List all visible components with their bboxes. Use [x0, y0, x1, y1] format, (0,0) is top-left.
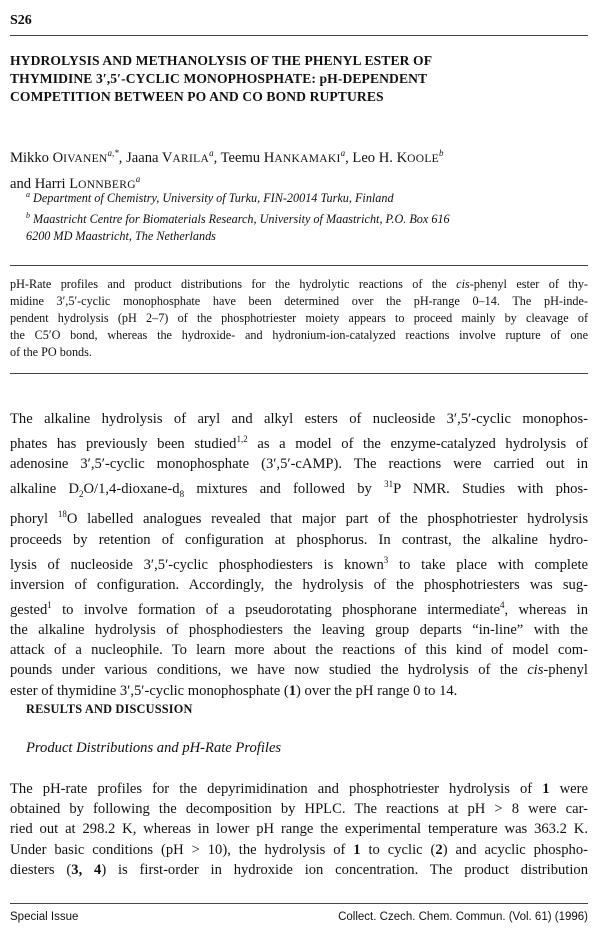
- text: O labelled analogues revealed that major part of the phosphotriester hydrolysis: [66, 511, 588, 528]
- text: were: [549, 781, 588, 797]
- compound-number: 3, 4: [71, 861, 102, 878]
- author-surname: ANKAMAKI: [274, 152, 341, 165]
- body-line: [10, 779, 588, 799]
- affiliation-marker: a,: [107, 148, 115, 158]
- text: as a model of the enzyme-catalyzed hydrolysis of: [247, 436, 588, 453]
- subscript: 8: [179, 489, 185, 500]
- text: to take place with complete: [388, 556, 589, 573]
- body-line: [10, 660, 588, 680]
- author-surname-initial: V: [161, 149, 173, 166]
- abstract-line: midine 3′,5′-cyclic monophosphate have been determined over the pH-range 0–14. The pH-inde-: [10, 294, 588, 308]
- body-line: [10, 550, 588, 575]
- separator: ,: [345, 149, 353, 166]
- article-title: [10, 52, 585, 106]
- abstract: [10, 276, 588, 361]
- body-line: [10, 840, 588, 860]
- abstract-line: [10, 276, 588, 293]
- body-line: adenosine 3′,5′-cyclic monophosphate (3′,5′-cAMP). The reactions were carried out in: [10, 456, 588, 473]
- page-number: S26: [10, 13, 32, 28]
- body-line: attack of a nucleophile. To learn more about the reactions of this kind of model com-: [10, 642, 588, 659]
- body-line: [10, 429, 588, 454]
- text: diesters (: [10, 861, 72, 878]
- text: lysis of nucleoside 3′,5′-cyclic phosphodiesters is known: [10, 556, 384, 573]
- author-surname-initial: O: [52, 149, 64, 166]
- affiliation-text: Department of Chemistry, University of Turku, FIN-20014 Turku, Finland: [30, 191, 394, 206]
- superscript: 31: [384, 479, 394, 490]
- affiliation-a: [26, 186, 586, 207]
- author-surname: IVANEN: [63, 152, 108, 165]
- text: pounds under various conditions, we have now studied the hydrolysis of the: [10, 662, 528, 679]
- author-surname-initial: H: [263, 149, 275, 166]
- subscript: 2: [79, 489, 84, 500]
- text: -phenyl ester of thy-: [469, 277, 588, 291]
- text: gested: [10, 601, 48, 618]
- author-surname: ARILA: [172, 152, 210, 165]
- footer-issue: Special Issue: [10, 911, 79, 923]
- italic-text: cis: [456, 277, 470, 291]
- text: to involve formation of a pseudorotating phosphorane intermediate: [51, 601, 501, 618]
- author-surname: OOLE: [407, 152, 439, 165]
- title-line: COMPETITION BETWEEN PO AND CO BOND RUPTURES: [10, 89, 384, 104]
- text: ) over the pH range 0 to 14.: [296, 682, 458, 699]
- body-line: [10, 681, 588, 701]
- affiliation-marker: a: [209, 148, 214, 158]
- author-surname-initial: K: [396, 149, 408, 166]
- compound-number: 1: [288, 682, 297, 699]
- body-line: the alkaline hydrolysis of phosphodiesters the leaving group departs “in-line” with the: [10, 622, 588, 639]
- abstract-bottom-rule: [10, 373, 588, 374]
- abstract-line: the C5′O bond, whereas the hydroxide- and hydronium-ion-catalyzed reactions involve rupture of one: [10, 328, 588, 342]
- text: to cyclic (: [360, 841, 436, 858]
- body-line: proceeds by retention of configuration at phosphorus. In contrast, the alkaline hydro-: [10, 531, 588, 548]
- affiliation-marker: a: [135, 173, 141, 184]
- body-line: ried out at 298.2 K, whereas in lower pH range the experimental temperature was 363.2 K.: [10, 821, 588, 838]
- author-line: [10, 143, 585, 169]
- abstract-line: pendent hydrolysis (pH 2–7) of the phosphotriester moiety appears to proceed mainly by cleavage of: [10, 311, 588, 325]
- text: Under basic conditions (pH > 10), the hydrolysis of: [10, 841, 354, 858]
- footer-rule: [10, 903, 588, 904]
- compound-number: 1: [542, 781, 550, 797]
- citation: 1,2: [236, 434, 248, 445]
- results-paragraph: [10, 779, 588, 880]
- affiliation-b: [26, 207, 586, 228]
- text: ) is first-order in hydroxide ion concentration. The product distribution: [101, 861, 588, 878]
- author-surname: ONNBERG: [78, 178, 136, 191]
- body-line: [10, 504, 588, 529]
- affiliation-b-address: 6200 MD Maastricht, The Netherlands: [26, 229, 216, 244]
- citation: 3: [383, 554, 389, 565]
- affiliation-marker: a: [340, 148, 346, 158]
- affiliation-marker: b: [26, 211, 30, 221]
- text: mixtures and followed by: [184, 481, 385, 498]
- author-name: Jaana: [126, 149, 162, 166]
- text: , whereas in: [504, 601, 588, 618]
- affiliations: [26, 186, 586, 245]
- compound-number: 2: [435, 841, 443, 858]
- corresponding-marker: *: [114, 148, 119, 158]
- affiliation-text: Maastricht Centre for Biomaterials Research, University of Maastricht, P.O. Box 616: [30, 212, 450, 227]
- text: P NMR. Studies with phos-: [393, 481, 589, 498]
- citation: 1: [47, 599, 52, 610]
- body-line: [10, 474, 588, 504]
- author-name: Mikko: [10, 149, 53, 166]
- separator: ,: [213, 149, 221, 166]
- affiliation-marker: b: [439, 148, 444, 158]
- text: O/1,4-dioxane-d: [83, 481, 180, 498]
- author-name: Harri: [34, 175, 70, 192]
- compound-number: 1: [353, 841, 361, 858]
- author-name: Teemu: [220, 149, 264, 166]
- text: alkaline D: [10, 481, 80, 498]
- text: The pH-rate profiles for the depyrimidination and phosphotriester hydrolysis of: [10, 781, 543, 797]
- superscript: 18: [57, 509, 67, 520]
- text: -phenyl: [543, 662, 588, 679]
- body-line: inversion of configuration. Accordingly, the hydrolysis of the phosphotriesters was sug-: [10, 576, 588, 593]
- body-line: [10, 860, 588, 880]
- author-conjunction: and: [10, 175, 35, 192]
- text: pH-Rate profiles and product distributions for the hydrolytic reactions of the: [10, 277, 457, 291]
- abstract-line: of the PO bonds.: [10, 345, 92, 359]
- body-line: obtained by following the decomposition by HPLC. The reactions at pH > 8 were car-: [10, 801, 588, 818]
- text: ) and acyclic phospho-: [442, 841, 588, 858]
- footer-citation: Collect. Czech. Chem. Commun. (Vol. 61) (1996): [338, 911, 588, 923]
- title-line: HYDROLYSIS AND METHANOLYSIS OF THE PHENYL ESTER OF: [10, 53, 433, 68]
- affiliation-marker: a: [26, 190, 30, 199]
- body-line: The alkaline hydrolysis of aryl and alkyl esters of nucleoside 3′,5′-cyclic monophos-: [10, 411, 588, 427]
- abstract-top-rule: [10, 265, 588, 266]
- text: phates has previously been studied: [10, 436, 237, 453]
- author-surname-initial: L: [69, 175, 79, 192]
- author-name: Leo H.: [352, 149, 397, 166]
- citation: 4: [500, 599, 505, 610]
- separator: ,: [118, 149, 127, 166]
- italic-text: cis: [527, 662, 544, 679]
- text: ester of thymidine 3′,5′-cyclic monophosphate (: [10, 682, 289, 699]
- header-rule: [10, 35, 588, 36]
- text: phoryl: [10, 511, 58, 528]
- subsection-heading: Product Distributions and pH-Rate Profiles: [26, 740, 282, 756]
- body-line: [10, 595, 588, 620]
- intro-paragraph: [10, 409, 588, 701]
- title-line: THYMIDINE 3′,5′-CYCLIC MONOPHOSPHATE: pH-DEPENDENT: [10, 71, 428, 86]
- section-heading: RESULTS AND DISCUSSION: [26, 702, 193, 716]
